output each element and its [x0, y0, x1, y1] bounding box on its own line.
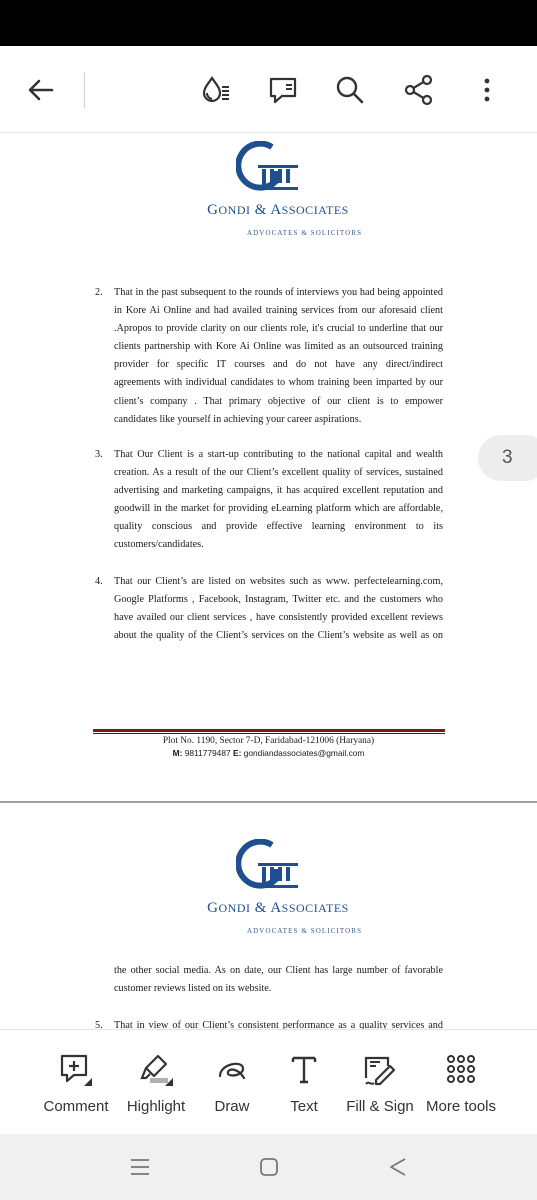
pdf-page — [0, 803, 537, 1029]
text-line: That in view of our Client’s consistent performance as a quality services and — [114, 1020, 443, 1029]
firm-logo-icon — [236, 141, 300, 193]
status-bar — [0, 0, 537, 46]
text-line: clients partnership with Kore Ai Online was limited as an outsourced training — [114, 341, 443, 353]
comment-add-icon — [58, 1052, 94, 1088]
more-vertical-icon — [470, 73, 504, 107]
page-number-indicator[interactable]: 3 — [478, 435, 537, 481]
text-line: .Apropos to provide clarity on our clients role, it's crucial to underline that our — [114, 323, 443, 335]
text-line: goodwill in the market for providing eLearning platform which are affordable, — [114, 503, 443, 515]
firm-name-part1: ONDI — [218, 901, 251, 915]
text-line: customer reviews listed on its website. — [114, 983, 272, 995]
footer-rule-thin — [93, 733, 445, 734]
pdf-page — [0, 133, 537, 801]
recent-apps-button[interactable] — [125, 1152, 155, 1182]
text-line: creation. As a result of the our Client’s excellent quality of services, sustained — [114, 467, 443, 479]
home-button[interactable] — [254, 1152, 284, 1182]
system-back-button[interactable] — [383, 1152, 413, 1182]
recent-apps-icon — [128, 1155, 152, 1179]
firm-name-part2: SSOCIATES — [281, 901, 349, 915]
firm-name-initial-a: A — [270, 900, 282, 916]
back-arrow-icon — [24, 73, 58, 107]
highlighter-icon — [138, 1052, 174, 1088]
text-line: the other social media. As on date, our Client has large number of favorable — [114, 965, 443, 976]
paragraph-text — [114, 1017, 443, 1029]
text-line: Google Platforms , Facebook, Instagram, Twitter etc. and the customers who — [114, 594, 443, 606]
text-icon — [286, 1052, 322, 1088]
firm-name-initial-g: G — [207, 202, 219, 218]
text-line: That our Client’s are listed on websites such as www. perfectelearning.com, — [114, 576, 443, 587]
text-line: client’s company . That primary objective of our client is to empower — [114, 395, 443, 407]
highlight-tool-label: Highlight — [126, 1098, 186, 1115]
system-navigation-bar — [0, 1134, 537, 1200]
paragraph-text — [114, 962, 443, 998]
text-line: That Our Client is a start-up contributing to the national capital and wealth — [114, 449, 443, 460]
firm-name-amp: & — [250, 202, 271, 218]
footer-mobile: 9811779487 — [184, 748, 231, 758]
text-line: quality conscious and provide effective learning environment to its — [114, 521, 443, 533]
footer-email: gondiandassociates@gmail.com — [243, 748, 365, 758]
more-tools-label: More tools — [425, 1098, 497, 1115]
firm-name-part1: ONDI — [218, 203, 251, 217]
paragraph-text — [114, 284, 443, 429]
paragraph-number: 3. — [95, 449, 103, 460]
text-line: provider for specific IT courses and do not have any direct/indirect — [114, 359, 443, 371]
fill-sign-tool-button[interactable] — [335, 1052, 425, 1122]
back-icon — [386, 1155, 410, 1179]
firm-subtitle: ADVOCATES & SOLICITORS — [247, 229, 363, 237]
text-line: have availed our client services , have consistently provided excellent reviews — [114, 612, 443, 624]
home-icon — [257, 1155, 281, 1179]
firm-name-initial-g: G — [207, 900, 219, 916]
text-line: candidates like yourself in achieving your career aspirations. — [114, 413, 362, 425]
paragraph-text — [114, 446, 443, 555]
toolbar-divider — [84, 72, 85, 108]
firm-name — [0, 900, 537, 917]
paragraph-number: 5. — [95, 1020, 103, 1029]
document-viewport[interactable] — [0, 133, 537, 1029]
footer-contact — [0, 748, 537, 758]
comment-list-icon — [266, 73, 300, 107]
draw-tool-label: Draw — [214, 1098, 250, 1115]
text-tool-label: Text — [290, 1098, 318, 1115]
text-line: advertising and marketing campaigns, it has acquired excellent reputation and — [114, 485, 443, 497]
text-line: about the quality of the Client’s services on the Client’s website as well as on — [114, 630, 443, 642]
comments-list-button[interactable] — [261, 68, 305, 112]
firm-name-initial-a: A — [270, 202, 282, 218]
footer-rule — [93, 729, 445, 732]
fill-sign-tool-label: Fill & Sign — [346, 1098, 414, 1115]
firm-name-part2: SSOCIATES — [281, 203, 349, 217]
back-button[interactable] — [19, 68, 63, 112]
firm-subtitle: ADVOCATES & SOLICITORS — [247, 927, 363, 935]
draw-icon — [214, 1052, 250, 1088]
paragraph-number: 4. — [95, 576, 103, 587]
footer-mobile-label: M: — [172, 748, 183, 758]
paragraph-text — [114, 573, 443, 645]
text-line: agreements with individual candidates to whom training been imparted by our — [114, 377, 443, 389]
reading-mode-icon — [199, 73, 233, 107]
paragraph-number: 2. — [95, 287, 103, 298]
share-button[interactable] — [397, 68, 441, 112]
comment-tool-button[interactable] — [31, 1052, 121, 1122]
text-line: customers/candidates. — [114, 539, 204, 551]
fill-sign-icon — [362, 1052, 398, 1088]
comment-tool-label: Comment — [43, 1098, 109, 1115]
footer-email-label: E: — [232, 748, 242, 758]
more-tools-button[interactable] — [416, 1052, 506, 1122]
firm-name — [0, 202, 537, 219]
grid-icon — [443, 1052, 479, 1088]
firm-logo-icon — [236, 839, 300, 891]
top-toolbar — [0, 46, 537, 133]
reading-mode-button[interactable] — [194, 68, 238, 112]
bottom-toolbar — [0, 1029, 537, 1134]
search-icon — [333, 73, 367, 107]
text-line: That in the past subsequent to the rounds of interviews you had being appointed — [114, 287, 443, 298]
more-options-button[interactable] — [465, 68, 509, 112]
text-line: in Kore Ai Online and had availed training services from our aforesaid client — [114, 305, 443, 317]
firm-name-amp: & — [250, 900, 271, 916]
share-icon — [402, 73, 436, 107]
footer-address: Plot No. 1190, Sector 7-D, Faridabad-121006 (Haryana) — [162, 736, 375, 746]
search-button[interactable] — [328, 68, 372, 112]
